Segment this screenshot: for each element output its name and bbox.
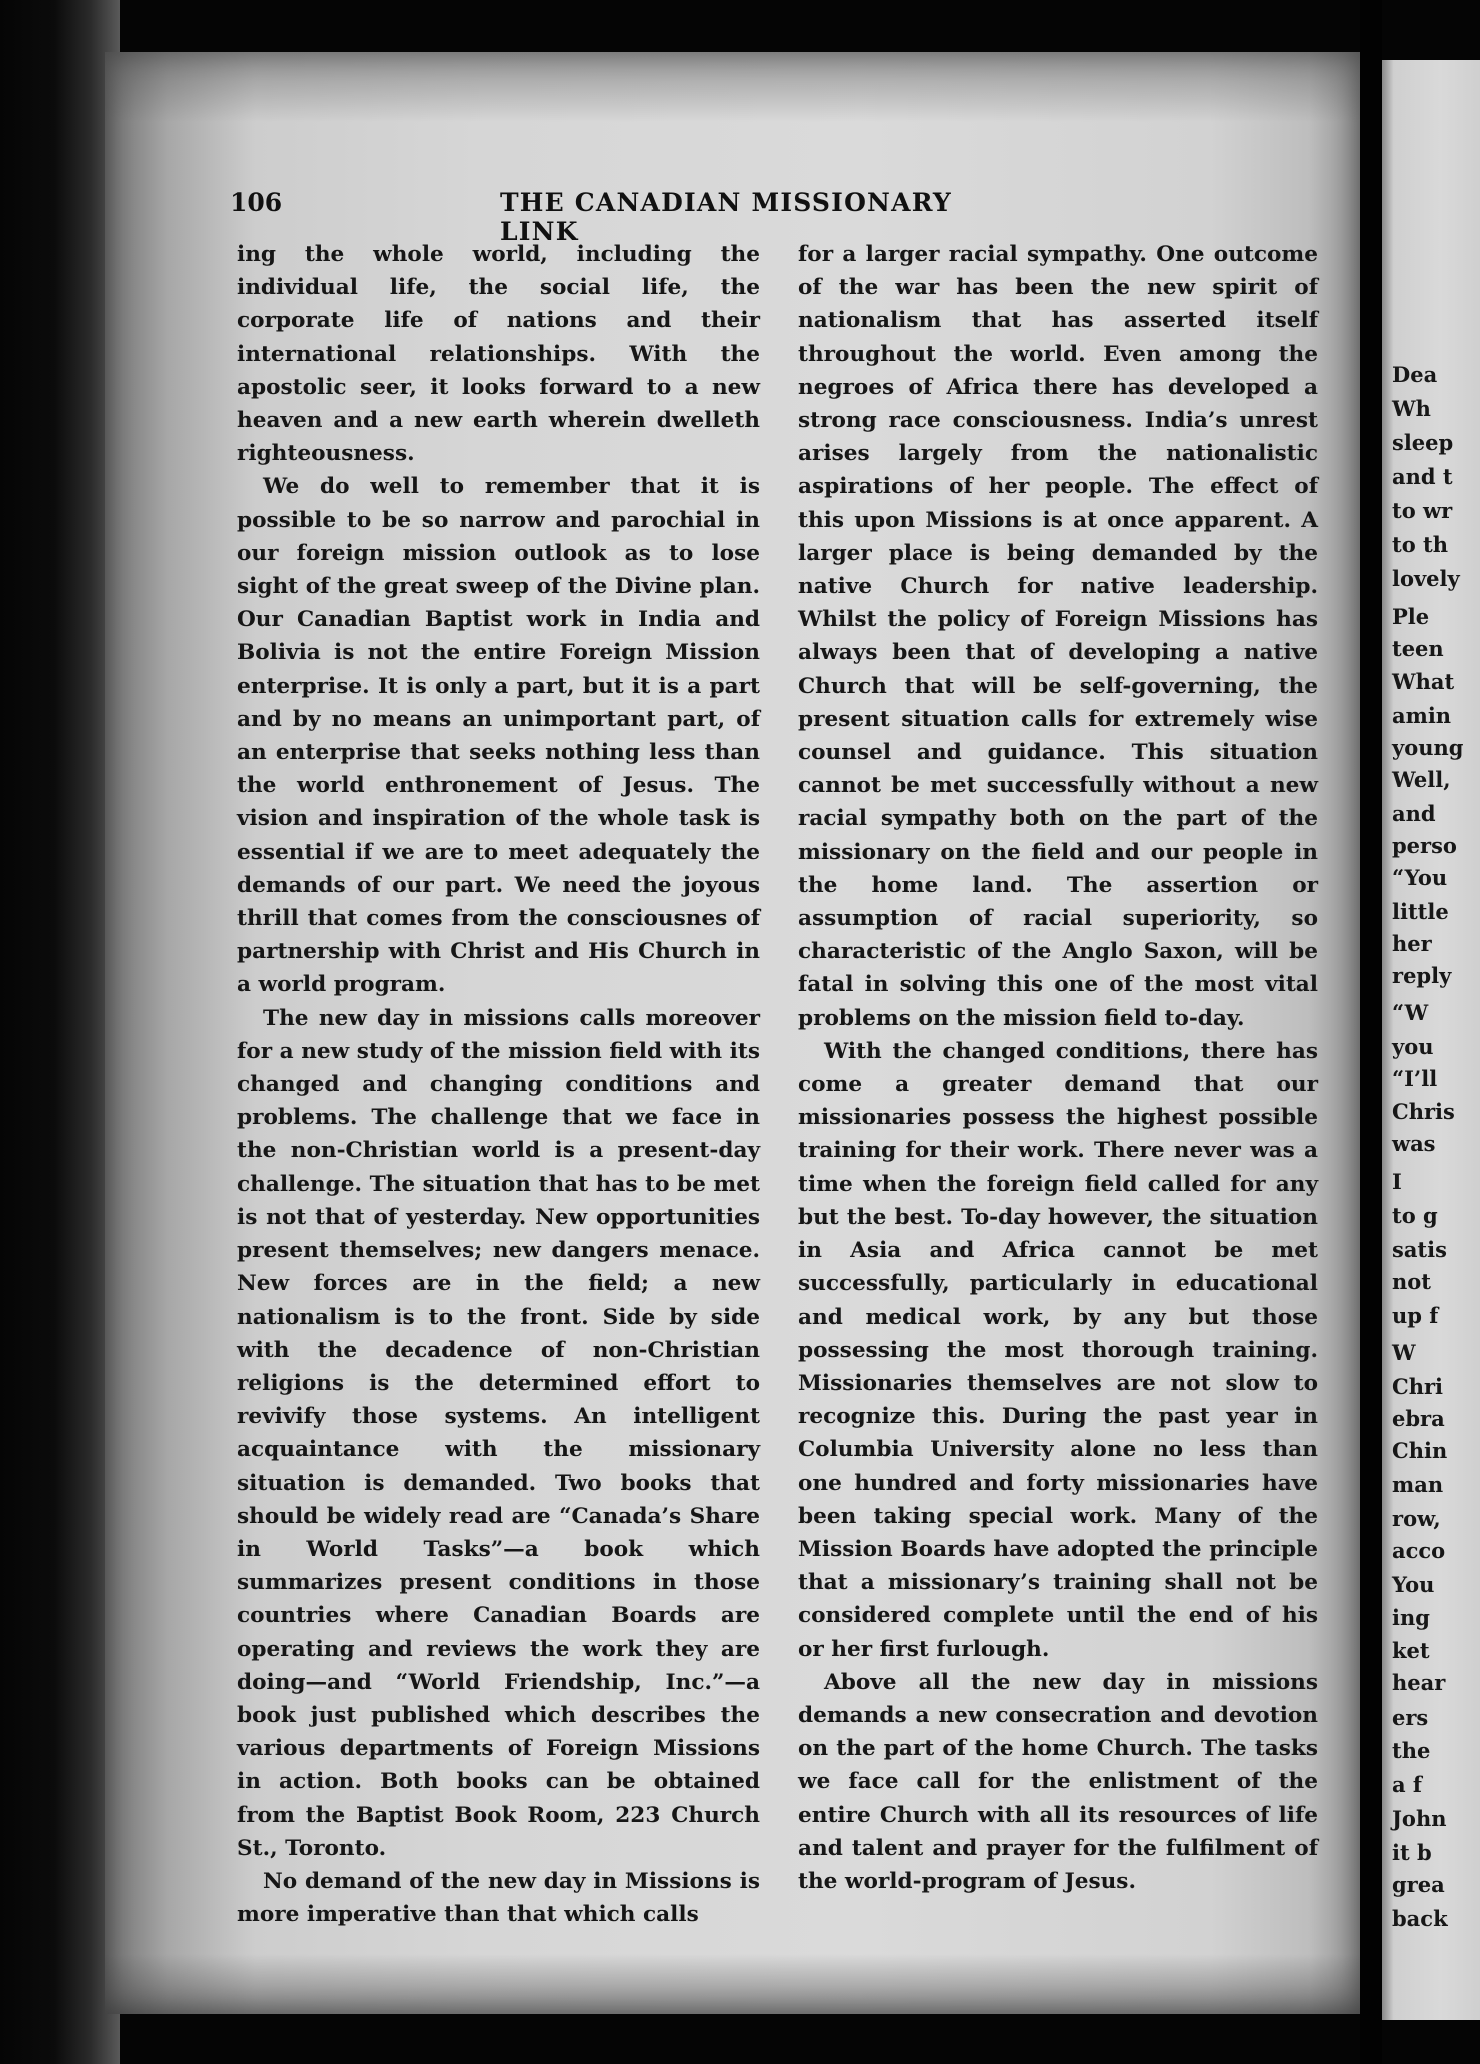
next-page-fragment: her <box>1392 931 1432 956</box>
next-page-fragment: Well, <box>1392 767 1451 792</box>
next-page-fragment: and <box>1392 801 1436 826</box>
next-page-fragment: ebra <box>1392 1406 1445 1431</box>
next-page-fragment: little <box>1392 899 1449 924</box>
next-page-fragment: up f <box>1392 1303 1439 1328</box>
next-page-fragment: W <box>1392 1340 1416 1365</box>
next-page-fragment: What <box>1392 669 1455 694</box>
next-page-fragment: back <box>1392 1906 1448 1931</box>
next-page-fragment: row, <box>1392 1506 1441 1531</box>
next-page-fragment: man <box>1392 1472 1444 1497</box>
paragraph: We do well to remember that it is possible to be so narrow and parochial in our foreign mission outlook as to lose sight of the great sweep of the Divine plan. Our Canadian Baptist work in India and Bolivia is not the entire Foreign Mission enterprise. It is only a part, but it is a part and by no means an unimportant part, of an enterprise that seeks nothing less than the world enthronement of Jesus. The vision and inspiration of the whole task is essential if we are to meet adequately the demands of our part. We need the joyous thrill that comes from the consciousnes of partnership with Christ and His Church in a world program. <box>237 474 760 998</box>
next-page-fragment: you <box>1392 1034 1434 1059</box>
next-page-fragment: lovely <box>1392 566 1460 591</box>
next-page-fragment: teen <box>1392 636 1444 661</box>
paragraph: Above all the new day in missions demands a new consecration and devotion on the part of the home Church. The tasks we face call for the enlistment of the entire Church with all its resources of life and talent and prayer for the fulfilment of the world-program of Jesus. <box>798 1669 1318 1894</box>
next-page-fragment: I <box>1392 1169 1402 1194</box>
next-page-fragment: perso <box>1392 833 1457 858</box>
page-gutter <box>1360 0 1382 2064</box>
paragraph: The new day in missions calls moreover for a new study of the mission field with its changed and changing conditions and problems. The challenge that we face in the non-Christian world is a present-day challenge. The situation that has to be met is not that of yesterday. New opportunities present themselves; new dangers menace. New forces are in the field; a new nationalism is to the front. Side by side with the decadence of non-Christian religions is the determined effort to revivify those systems. An intelligent acquaintance with the missionary situation is demanded. Two books that should be widely read are “Canada’s Share in World Tasks”—a book which summarizes present conditions in those countries where Canadian Boards are operating and reviews the work they are doing—and “World Friendship, Inc.”—a book just published which describes the various departments of Foreign Missions in action. Both books can be obtained from the Baptist Book Room, 223 Church St., Toronto. <box>237 1005 760 1861</box>
next-page-fragment: Chri <box>1392 1374 1444 1399</box>
next-page-fragment: was <box>1392 1131 1436 1156</box>
paragraph: With the changed conditions, there has come a greater demand that our missionaries possess the highest possible training for their work. There never was a time when the foreign field called for any but the best. To-day however, the situation in Asia and Africa cannot be met successfully, particularly in educational and medical work, by any but those possessing the most thorough training. Missionaries themselves are not slow to recognize this. During the past year in Columbia University alone no less than one hundred and forty missionaries have been taking special work. Many of the Mission Boards have adopted the principle that a missionary’s training shall not be considered complete until the end of his or her first furlough. <box>798 1038 1318 1662</box>
next-page-fragment: to th <box>1392 532 1448 557</box>
next-page-fragment: young <box>1392 735 1464 760</box>
next-page-fragment: ing <box>1392 1605 1430 1630</box>
page-bottom-shadow <box>105 1954 1360 2014</box>
next-page-fragment: not <box>1392 1269 1431 1294</box>
journal-title: THE CANADIAN MISSIONARY LINK <box>500 188 952 246</box>
next-page-fragment: Ple <box>1392 604 1430 629</box>
next-page-fragment: “W <box>1392 1000 1429 1025</box>
next-page-fragment: ket <box>1392 1638 1430 1663</box>
next-page-fragment: it b <box>1392 1840 1432 1865</box>
page-number: 106 <box>230 188 283 217</box>
next-page-fragment: and t <box>1392 464 1453 489</box>
next-page-fragment: “You <box>1392 865 1448 890</box>
next-page-fragment: amin <box>1392 703 1452 728</box>
next-page-fragment: a f <box>1392 1772 1422 1797</box>
next-page-fragment: Wh <box>1392 396 1431 421</box>
page-top-shadow <box>105 52 1360 122</box>
next-page-fragment: Chin <box>1392 1438 1448 1463</box>
next-page-fragment: Dea <box>1392 362 1438 387</box>
next-page-fragment: reply <box>1392 963 1452 988</box>
next-page-fragment: to wr <box>1392 498 1453 523</box>
next-page-fragment: to g <box>1392 1203 1438 1228</box>
next-page-fragment: John <box>1392 1806 1447 1831</box>
next-page-fragment: You <box>1392 1572 1435 1597</box>
next-page-fragment: hear <box>1392 1670 1446 1695</box>
next-page-fragment: acco <box>1392 1538 1446 1563</box>
book-binding-shadow <box>0 0 120 2064</box>
next-page-fragment: sleep <box>1392 430 1454 455</box>
next-page-fragment: grea <box>1392 1872 1445 1897</box>
left-text-column <box>237 238 760 1931</box>
paragraph: for a larger racial sympathy. One outcome of the war has been the new spirit of nationalism that has asserted itself throughout the world. Even among the negroes of Africa there has developed a strong race consciousness. India’s unrest arises largely from the nationalistic aspirations of her people. The effect of this upon Missions is at once apparent. A larger place is being demanded by the native Church for native leadership. Whilst the policy of Foreign Missions has always been that of developing a native Church that will be self-governing, the present situation calls for extremely wise counsel and guidance. This situation cannot be met successfully without a new racial sympathy both on the part of the missionary on the field and our people in the home land. The assertion or assumption of racial superiority, so characteristic of the Anglo Saxon, will be fatal in solving this one of the most vital problems on the mission field to-day. <box>798 242 1318 1031</box>
paragraph: ing the whole world, including the individual life, the social life, the corporate life of nations and their international relationships. With the apostolic seer, it looks forward to a new heaven and a new earth wherein dwelleth righteousness. <box>237 242 760 467</box>
paragraph: No demand of the new day in Missions is more imperative than that which calls <box>237 1868 760 1928</box>
next-page-fragment: satis <box>1392 1237 1447 1262</box>
next-page-fragment: the <box>1392 1738 1431 1763</box>
right-text-column <box>798 238 1318 1898</box>
next-page-fragment: Chris <box>1392 1099 1455 1124</box>
running-header <box>230 188 1035 246</box>
next-page-fragment: ers <box>1392 1705 1429 1730</box>
next-page-fragment: “I’ll <box>1392 1066 1438 1091</box>
